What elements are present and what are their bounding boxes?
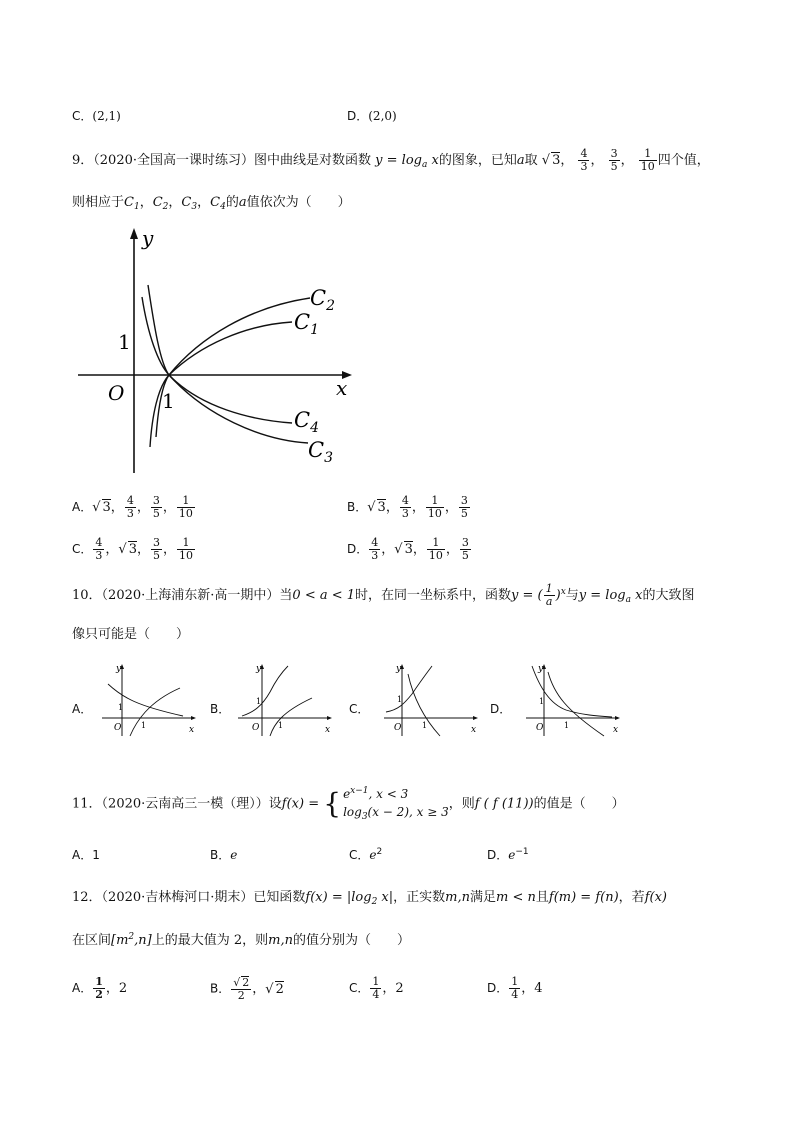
q11-option-c: C．$e^2$ xyxy=(349,847,383,862)
q8-option-d xyxy=(347,107,397,124)
q11-option-d: D．$e^{-1}$ xyxy=(487,847,529,862)
q12-option-a: A． $\frac{1}{2}$ ，2 xyxy=(72,975,128,1001)
q9-label-c4: $C_4$ xyxy=(294,408,319,436)
q9-tick-y: 1 xyxy=(118,330,131,354)
q9-y-arrow xyxy=(130,228,138,239)
q9-label-c3: $C_3$ xyxy=(308,438,333,466)
q9-source: （2020·全国高一课时练习） xyxy=(93,153,254,168)
q11-stem: 11．（2020·云南高三一模（理））设f(x) = { $e^{x-1}$, x < 3 $\log_3(x - 2)$, x ≥ 3 ，则f ( f (11))的值是（ ） xyxy=(72,782,625,826)
q9-line2-c: 值依次为（ ） xyxy=(246,195,351,210)
q10-graph-a xyxy=(98,662,198,738)
q10-graph-d xyxy=(522,662,622,738)
q9-option-b: B．√ 3， $\frac{4}{3}$ ， $\frac{1}{10}$ ， $\frac{3}{5}$ xyxy=(347,494,468,520)
q9-x-label: x xyxy=(336,376,348,400)
svg-text:O: O xyxy=(536,723,544,733)
q9-frac2: $\frac{3}{5}$ xyxy=(610,147,618,173)
q9-a-var2: a xyxy=(238,195,247,210)
q9-curve-c2 xyxy=(150,298,310,447)
svg-text:O: O xyxy=(114,723,122,733)
svg-text:1: 1 xyxy=(422,721,428,730)
svg-text:y: y xyxy=(256,664,262,674)
svg-text:y: y xyxy=(116,664,122,674)
q9-frac3: $\frac{1}{10}$ xyxy=(640,147,655,173)
q8-option-c xyxy=(72,107,121,124)
q9-stem-b: 的图象，已知 xyxy=(438,153,517,168)
q9-line2-a: 则相应于 xyxy=(72,195,125,210)
q10-stem-line2: 像只可能是（ ） xyxy=(72,627,190,642)
svg-text:1: 1 xyxy=(141,721,147,730)
q8-c-label: C． xyxy=(72,109,93,123)
q9-option-a: A．√ 3， $\frac{4}{3}$ ， $\frac{3}{5}$ ， $\frac{1}{10}$ xyxy=(72,494,193,520)
q10-stem-line1: 10．（2020·上海浦东新·高一期中）当0 < a < 1时，在同一坐标系中，函数y = ( $\frac{1}{a}$ )$^x$与$y = \log_a x$的大致图 xyxy=(72,582,695,608)
q9-graph xyxy=(70,225,360,475)
q9-stem-line2: 则相应于$C_1$，$C_2$，$C_3$，$C_4$的a值依次为（ ） xyxy=(72,195,351,212)
q9-line2-b: 的 xyxy=(225,195,239,210)
q10-label-d: D． xyxy=(490,702,512,716)
q8-d-label: D． xyxy=(347,109,369,123)
svg-text:x: x xyxy=(613,725,619,735)
q9-label-c1: $C_1$ xyxy=(294,310,319,338)
svg-text:x: x xyxy=(471,725,477,735)
q9-option-d: D． $\frac{4}{3}$ ，√ 3， $\frac{1}{10}$ ， $\frac{3}{5}$ xyxy=(347,536,469,562)
q9-sqrt3: √ 3 xyxy=(541,153,561,168)
q9-number: 9． xyxy=(72,153,94,168)
q9-func: $y = \log_a x$ xyxy=(375,153,439,170)
svg-text:1: 1 xyxy=(256,697,262,706)
q12-option-d: D． $\frac{1}{4}$ ，4 xyxy=(487,975,543,1001)
q10-graph-b xyxy=(234,662,334,738)
q12-stem-line2: 在区间$[m^2,n]$上的最大值为 2，则m,n的值分别为（ ） xyxy=(72,932,410,948)
q9-c4: $C_4$ xyxy=(210,195,226,212)
svg-text:1: 1 xyxy=(564,721,570,730)
svg-text:1: 1 xyxy=(118,703,124,712)
q9-y-label: y xyxy=(142,226,154,250)
q9-stem-d: 四个值， xyxy=(657,153,710,168)
svg-text:x: x xyxy=(189,725,195,735)
svg-text:x: x xyxy=(325,725,331,735)
svg-text:y: y xyxy=(396,664,402,674)
q9-c1: $C_1$ xyxy=(124,195,140,212)
q9-a-var: a xyxy=(516,153,525,168)
q12-option-b: B． $\frac{√ 2}{2}$ ，√ 2 xyxy=(210,976,284,1002)
q8-d-value: (2,0) xyxy=(368,109,397,123)
q9-stem-c: 取 xyxy=(524,153,538,168)
svg-text:1: 1 xyxy=(397,695,403,704)
q11-piecewise: $e^{x-1}$, x < 3 $\log_3(x - 2)$, x ≥ 3 xyxy=(343,786,449,822)
q9-label-c2: $C_2$ xyxy=(310,286,335,314)
svg-text:1: 1 xyxy=(278,721,284,730)
svg-text:O: O xyxy=(394,723,402,733)
q10-label-c: C． xyxy=(349,702,370,716)
q11-option-a: A．1 xyxy=(72,848,100,862)
q9-curve-c3 xyxy=(148,285,308,443)
q9-c2: $C_2$ xyxy=(152,195,169,212)
q9-tick-x: 1 xyxy=(162,389,175,413)
q10-label-b: B． xyxy=(210,702,231,716)
q11-option-b: B．e xyxy=(210,848,238,862)
q9-curve-c1 xyxy=(156,322,292,437)
q10-label-a: A． xyxy=(72,702,93,716)
q9-option-c: C． $\frac{4}{3}$ ，√ 3， $\frac{3}{5}$ ， $\frac{1}{10}$ xyxy=(72,536,194,562)
q12-option-c: C． $\frac{1}{4}$ ，2 xyxy=(349,975,404,1001)
svg-text:y: y xyxy=(538,664,544,674)
svg-text:O: O xyxy=(252,723,260,733)
q12-stem-line1: 12．（2020·吉林梅河口·期末）已知函数$f(x) = |\log_2$ x|，正实数m,n满足m < n且f(m) = f(n)，若f(x) xyxy=(72,890,667,907)
q9-frac1: $\frac{4}{3}$ xyxy=(580,147,588,173)
svg-text:1: 1 xyxy=(539,697,545,706)
q9-c3: $C_3$ xyxy=(181,195,198,212)
q8-c-value: (2,1) xyxy=(92,109,121,123)
q10-graph-c xyxy=(380,662,480,738)
q9-origin: O xyxy=(108,381,125,405)
q9-stem-a: 图中曲线是对数函数 xyxy=(254,153,372,168)
q9-stem-line1: 9．（2020·全国高一课时练习）图中曲线是对数函数 $y = \log_a x$的图象，已知a取 √ 3， $\frac{4}{3}$ ， $\frac{3}{5}$ ， $\frac{1}{10}$ 四个值， xyxy=(72,147,710,173)
